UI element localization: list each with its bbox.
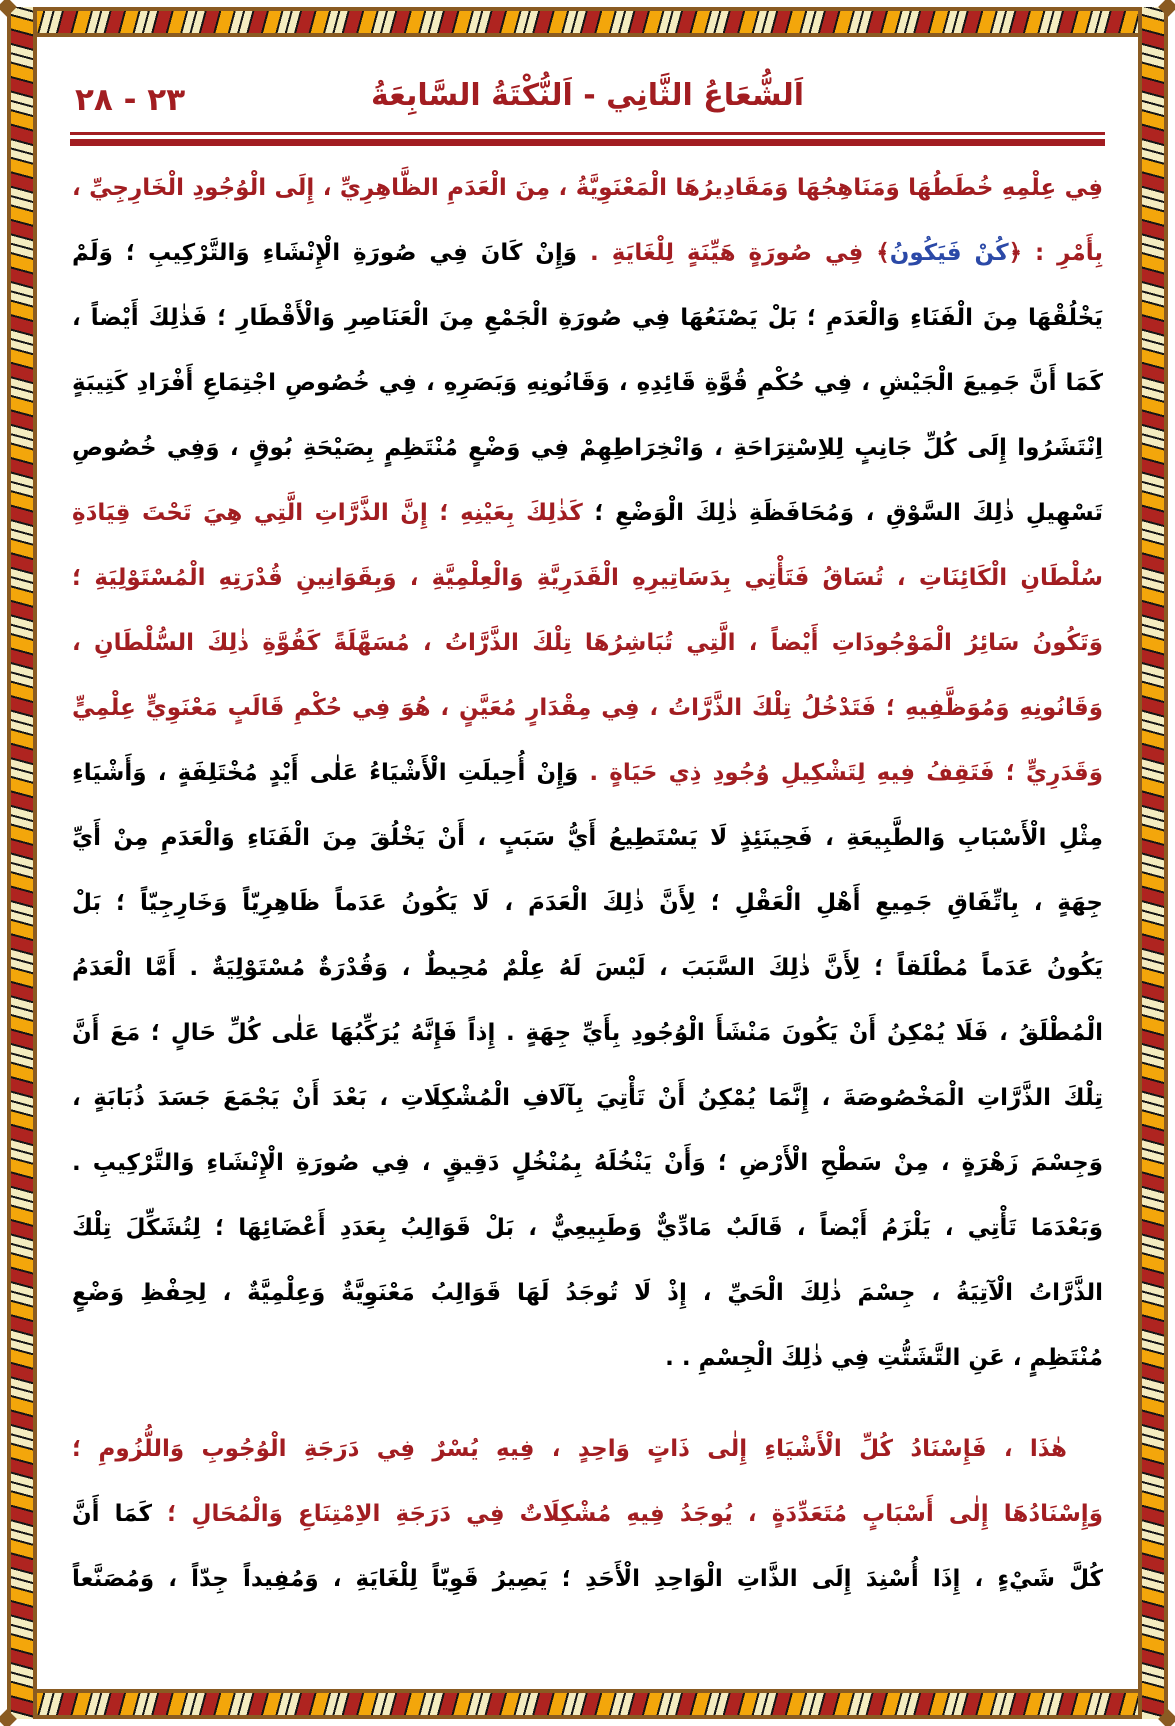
quran-verse-text: كُنْ فَيَكُونُ [889,240,1009,266]
border-ornament-right [1138,7,1168,1719]
text-line [72,1001,1103,1066]
text-line [72,156,1103,221]
text-segment: وَجِسْمَ زَهْرَةٍ ، مِنْ سَطْحِ الْأَرْضِ ؛ وَأَنْ يَنْخُلَهُ بِمُنْخُلٍ دَقِيقٍ ، فِي صُورَةِ الْإِنْشَاءِ وَالتَّرْكِيبِ . [72,1150,1103,1176]
text-segment: كَمَا أَنَّ [72,1501,153,1527]
text-line [72,481,1103,546]
header [75,78,1100,128]
text-segment: اِنْتَشَرُوا إِلَى كُلِّ جَانِبٍ لِلاِسْتِرَاحَةِ ، وَانْخِرَاطِهِمْ فِي وَضْعٍ مُنْتَظِمٍ بِصَيْحَةِ بُوقٍ ، وَفِي خُصُوصِ [72,435,1103,461]
text-segment: تِلْكَ الذَّرَّاتِ الْمَخْصُوصَةَ ، إِنَّمَا يُمْكِنُ أَنْ تَأْتِيَ بِآلَافِ الْمُشْكِلَاتِ ، بَعْدَ أَنْ يَجْمَعَ جَسَدَ ذُبَابَةٍ ، [72,1085,1103,1111]
text-segment: يَكُونُ عَدَماً مُطْلَقاً ؛ لِأَنَّ ذٰلِكَ السَّبَبَ ، لَيْسَ لَهُ عِلْمٌ مُحِيطٌ ، وَقُدْرَةٌ مُسْتَوْلِيَةٌ . أَمَّا الْعَدَمُ [72,955,1103,981]
text-segment: كُلَّ شَيْءٍ ، إِذَا أُسْنِدَ إِلَى الذَّاتِ الْوَاحِدِ الْأَحَدِ ؛ يَصِيرُ قَوِيّاً لِلْغَايَةِ ، وَمُفِيداً جِدّاً ، وَمُصَنَّعاً [72,1566,1103,1592]
text-segment: تَسْهِيلِ ذٰلِكَ السَّوْقِ ، وَمُحَافَظَةِ ذٰلِكَ الْوَضْعِ ؛ [582,500,1103,526]
text-segment: ﴾ فِي صُورَةٍ هَيِّنَةٍ لِلْغَايَةِ . [577,240,890,266]
text-segment: وَبَعْدَمَا تَأْتِي ، يَلْزَمُ أَيْضاً ، قَالَبٌ مَادِّيٌّ وَطَبِيعِيٌّ ، بَلْ قَوَالِبُ بِعَدَدِ أَعْضَائِهَا ؛ لِتُشَكِّلَ تِلْكَ [72,1215,1103,1241]
text-segment: فِي عِلْمِهِ خُطَطُهَا وَمَنَاهِجُهَا وَمَقَادِيرُهَا الْمَعْنَوِيَّةُ ، مِنَ الْعَدَمِ الظَّاهِرِيِّ ، إِلَى الْوُجُودِ الْخَارِجِيِّ ، [72,175,1103,201]
text-line [72,1326,1103,1391]
border-ornament-left [7,7,37,1719]
divider-thin-line [70,132,1105,135]
text-line [72,1066,1103,1131]
border-ornament-bottom [7,1689,1168,1719]
text-segment: مِثْلِ الْأَسْبَابِ وَالطَّبِيعَةِ ، فَحِينَئِذٍ لَا يَسْتَطِيعُ أَيُّ سَبَبٍ ، أَنْ يَخْلُقَ مِنَ الْفَنَاءِ وَالْعَدَمِ مِنْ أَيِّ [72,825,1103,851]
body-text [72,156,1103,1678]
page-numbers: ٢٣ - ٢٨ [75,82,186,118]
text-segment: جِهَةٍ ، بِاتِّفَاقِ جَمِيعِ أَهْلِ الْعَقْلِ ؛ لِأَنَّ ذٰلِكَ الْعَدَمَ ، لَا يَكُونُ عَدَماً ظَاهِرِيّاً وَخَارِجِيّاً ؛ بَلْ [72,890,1103,916]
text-segment: وَإِسْنَادُهَا إِلٰى أَسْبَابٍ مُتَعَدِّدَةٍ ، يُوجَدُ فِيهِ مُشْكِلَاتٌ فِي دَرَجَةِ الاِمْتِنَاعِ وَالْمُحَالِ ؛ [152,1501,1103,1527]
text-segment: وَإِنْ أُحِيلَتِ الْأَشْيَاءُ عَلٰى أَيْدٍ مُخْتَلِفَةٍ ، وَأَشْيَاءِ [72,760,579,786]
text-line [72,611,1103,676]
text-segment: الْمُطْلَقُ ، فَلَا يُمْكِنُ أَنْ يَكُونَ مَنْشَأَ الْوُجُودِ بِأَيِّ جِهَةٍ . إِذاً فَإِنَّهُ يُرَكِّبُهَا عَلٰى كُلِّ حَالٍ ؛ مَعَ أَنَّ [72,1020,1103,1046]
text-segment: وَتَكُونُ سَائِرُ الْمَوْجُودَاتِ أَيْضاً ، الَّتِي تُبَاشِرُهَا تِلْكَ الذَّرَّاتُ ، مُسَهَّلَةً كَقُوَّةِ ذٰلِكَ السُّلْطَانِ ، [72,630,1103,656]
text-segment: الذَّرَّاتُ الْآتِيَةُ ، جِسْمَ ذٰلِكَ الْحَيِّ ، إِذْ لَا تُوجَدُ لَهَا قَوَالِبُ مَعْنَوِيَّةٌ وَعِلْمِيَّةٌ ، لِحِفْظِ وَضْعٍ [72,1280,1103,1306]
text-line [72,1131,1103,1196]
page-title: اَلشُّعَاعُ الثَّانِي - اَلنُّكْتَةُ السَّابِعَةُ [370,78,805,113]
divider-thick-line [70,139,1105,146]
text-line [72,806,1103,871]
border-ornament-top [7,7,1168,37]
text-segment: سُلْطَانِ الْكَائِنَاتِ ، تُسَاقُ فَتَأْتِي بِدَسَاتِيرِهِ الْقَدَرِيَّةِ وَالْعِلْمِيَّةِ ، وَبِقَوَانِينِ قُدْرَتِهِ الْمُسْتَوْلِيَةِ ؛ [72,565,1103,591]
text-line [72,741,1103,806]
text-line [72,546,1103,611]
text-segment: وَإِنْ كَانَ فِي صُورَةِ الْإِنْشَاءِ وَالتَّرْكِيبِ ؛ وَلَمْ [72,240,578,266]
text-line [72,1196,1103,1261]
text-line [72,351,1103,416]
text-line [72,221,1103,286]
text-segment: مُنْتَظِمٍ ، عَنِ التَّشَتُّتِ فِي ذٰلِكَ الْجِسْمِ . . [665,1345,1103,1371]
header-divider [70,132,1105,146]
text-line [72,1547,1103,1612]
text-segment: وَقَانُونِهِ وَمُوَظَّفِيهِ ؛ فَتَدْخُلُ تِلْكَ الذَّرَّاتُ ، فِي مِقْدَارٍ مُعَيَّنٍ ، هُوَ فِي حُكْمِ قَالَبٍ مَعْنَوِيٍّ عِلْمِيٍّ [72,695,1103,721]
text-segment: يَخْلُقْهَا مِنَ الْفَنَاءِ وَالْعَدَمِ ؛ بَلْ يَصْنَعُهَا فِي صُورَةِ الْجَمْعِ مِنَ الْعَنَاصِرِ وَالْأَقْطَارِ ؛ فَذٰلِكَ أَيْضاً ، [72,305,1103,331]
text-segment: بِأَمْرِ : ﴿ [1008,240,1103,266]
text-line [72,676,1103,741]
text-segment: كَذٰلِكَ بِعَيْنِهِ ؛ إِنَّ الذَّرَّاتِ الَّتِي هِيَ تَحْتَ قِيَادَةِ [72,500,583,526]
text-segment: هٰذَا ، فَإِسْنَادُ كُلِّ الْأَشْيَاءِ إِلٰى ذَاتٍ وَاحِدٍ ، فِيهِ يُسْرٌ فِي دَرَجَةِ الْوُجُوبِ وَاللُّزُومِ ؛ [72,1436,1067,1462]
text-line [72,871,1103,936]
text-segment: كَمَا أَنَّ جَمِيعَ الْجَيْشِ ، فِي حُكْمِ قُوَّةِ قَائِدِهِ ، وَقَانُونِهِ وَبَصَرِهِ ، فِي خُصُوصِ اجْتِمَاعِ أَفْرَادِ كَتِيبَةٍ [72,370,1103,396]
text-line [72,1482,1103,1547]
text-segment: وَقَدَرِيٍّ ؛ فَتَقِفُ فِيهِ لِتَشْكِيلِ وُجُودِ ذِي حَيَاةٍ . [578,760,1104,786]
text-line [72,286,1103,351]
text-line [72,936,1103,1001]
text-line [72,416,1103,481]
text-line [72,1417,1103,1482]
text-line [72,1261,1103,1326]
